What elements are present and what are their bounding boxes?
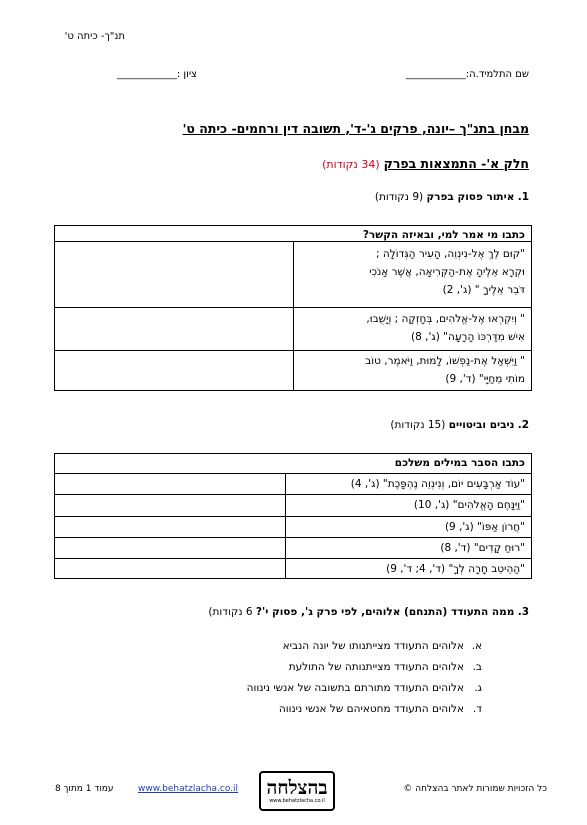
q3-option-c[interactable] — [247, 678, 482, 699]
grade-label — [117, 69, 197, 80]
q2-number: 2. — [517, 419, 529, 431]
q3-option-d[interactable] — [247, 699, 482, 720]
q3-options — [247, 636, 482, 720]
footer-copyright: כל הזכויות שמורות לאתר בהצלחה © — [403, 784, 547, 794]
q1-heading — [375, 191, 529, 203]
q2-row-3-answer[interactable] — [57, 518, 281, 536]
q2-row-3-phrase: "חֲרוֹן אַפּוֹ" (ג', 9) — [444, 521, 525, 533]
q2-row-2 — [55, 494, 531, 516]
q2-row-5-phrase: "הַהֵיטֵב חָרָה לְךָ" (ד', 4; ד', 9) — [386, 563, 525, 575]
q1-row-2 — [55, 307, 531, 350]
q1-row-2-line-1: " וְיִקְרְאוּ אֶל-אֱלֹהִים, בְּחָזְקָה ; וְיָשֻׁבוּ, — [366, 313, 525, 325]
q1-table — [54, 225, 532, 391]
q2-points: (15 נקודות) — [390, 419, 446, 431]
q1-row-1-answer[interactable] — [57, 244, 289, 304]
q3-heading — [208, 606, 529, 618]
q2-row-5 — [55, 558, 531, 580]
q3-option-a[interactable] — [247, 636, 482, 657]
logo-subtext: www.behatzlacha.co.il — [269, 798, 325, 804]
q2-row-2-phrase: "וַיִּנָּחֶם הָאֱלֹהִים" (ג', 10) — [413, 499, 525, 511]
q2-row-4 — [55, 537, 531, 558]
q2-row-3 — [55, 516, 531, 537]
q2-table-header: כתבו הסבר במילים משלכם — [394, 457, 525, 469]
q1-row-3 — [55, 350, 531, 392]
q3-option-b[interactable] — [247, 657, 482, 678]
site-logo — [259, 771, 335, 811]
part-a-label: חלק א'- התמצאות בפרק — [383, 156, 529, 171]
q1-row-3-line-1: " וַיִּשְׁאַל אֶת-נַפְשׁוֹ, לָמוּת, וַיֹּאמֶר, טוֹב — [365, 355, 525, 367]
page-number: עמוד 1 מתוך 8 — [55, 784, 114, 794]
q1-row-1-line-3: דֹּבֵר אֵלֶיךָ " (ג', 2) — [442, 284, 525, 296]
q3-option-b-text: אלוהים התעודד מצייתנותה של התולעת — [288, 661, 464, 673]
q2-heading — [390, 419, 529, 431]
q1-row-1-line-2: וּקְרָא אֵלֶיהָ אֶת-הַקְּרִיאָה, אֲשֶׁר אָנֹכִי — [369, 266, 525, 278]
q1-row-1-quote — [297, 245, 525, 299]
q2-table — [54, 453, 532, 579]
q1-row-3-line-2: מוֹתִי מֵחַיָּי" (ד', 9) — [445, 373, 525, 385]
q3-points: 6 נקודות) — [208, 606, 253, 618]
q3-label: ממה התעודד (התנחם) אלוהים, לפי פרק ג', פסוק י'? — [255, 606, 515, 618]
q1-number: 1. — [517, 191, 529, 203]
q2-row-1-answer[interactable] — [57, 475, 281, 493]
q1-row-2-answer[interactable] — [57, 310, 289, 348]
subject-label: תנ"ך- כיתה ט' — [64, 31, 125, 42]
q2-row-2-answer[interactable] — [57, 496, 281, 515]
site-link[interactable]: www.behatzlacha.co.il — [138, 784, 239, 794]
q1-points: (9 נקודות) — [374, 191, 424, 203]
grade-blank[interactable]: ____________ — [116, 69, 177, 80]
grade-text: ציון : — [176, 69, 197, 80]
q3-number: 3. — [517, 606, 529, 618]
part-a-heading — [322, 156, 529, 171]
student-name-text: שם התלמיד.ה: — [465, 69, 529, 80]
part-a-points: (34 נקודות) — [322, 158, 380, 171]
q3-option-d-text: אלוהים התעודד מחטאיהם של אנשי נינווה — [278, 703, 464, 715]
q3-option-c-letter: ג. — [474, 682, 482, 694]
student-name-blank[interactable]: ____________ — [405, 69, 466, 80]
q1-label: איתור פסוק בפרק — [426, 191, 515, 203]
q2-row-1 — [55, 473, 531, 494]
q2-label: ניבים וביטויים — [448, 419, 515, 431]
q1-row-3-answer[interactable] — [57, 353, 289, 389]
q3-option-a-letter: א. — [471, 640, 482, 652]
q1-row-1 — [55, 241, 531, 307]
q3-option-b-letter: ב. — [472, 661, 482, 673]
q2-row-5-answer[interactable] — [57, 560, 281, 578]
q1-row-3-quote — [297, 352, 525, 388]
logo-text: בהצלחה — [266, 777, 328, 799]
student-name-label — [406, 69, 529, 80]
q2-row-1-phrase: "עוֹד אַרְבָּעִים יוֹם, וְנִינְוֵה נֶהְפָּכֶת" (ג', 4) — [350, 478, 525, 490]
q3-option-a-text: אלוהים התעודד מצייתנותו של יונה הנביא — [282, 640, 464, 652]
q3-option-d-letter: ד. — [472, 703, 482, 715]
q2-row-4-answer[interactable] — [57, 539, 281, 557]
q1-row-1-line-1: "קוּם לֵךְ אֶל-נִינְוֵה, הָעִיר הַגְּדוֹלָה ; — [376, 248, 525, 260]
q1-table-header: כתבו מי אמר למי, ובאיזה הקשר? — [362, 229, 525, 241]
q2-row-4-phrase: "רוּחַ קָדִים" (ד', 8) — [440, 542, 525, 554]
q1-row-2-line-2: אִישׁ מִדַּרְכּוֹ הָרָעָה" (ג', 8) — [411, 331, 525, 343]
q3-option-c-text: אלוהים התעודד מתורתם בתשובה של אנשי נינווה — [246, 682, 464, 694]
q1-row-2-quote — [297, 310, 525, 346]
page-title: מבחן בתנ"ך –יונה, פרקים ג'-ד', תשובה דין ורחמים- כיתה ט' — [182, 121, 529, 136]
